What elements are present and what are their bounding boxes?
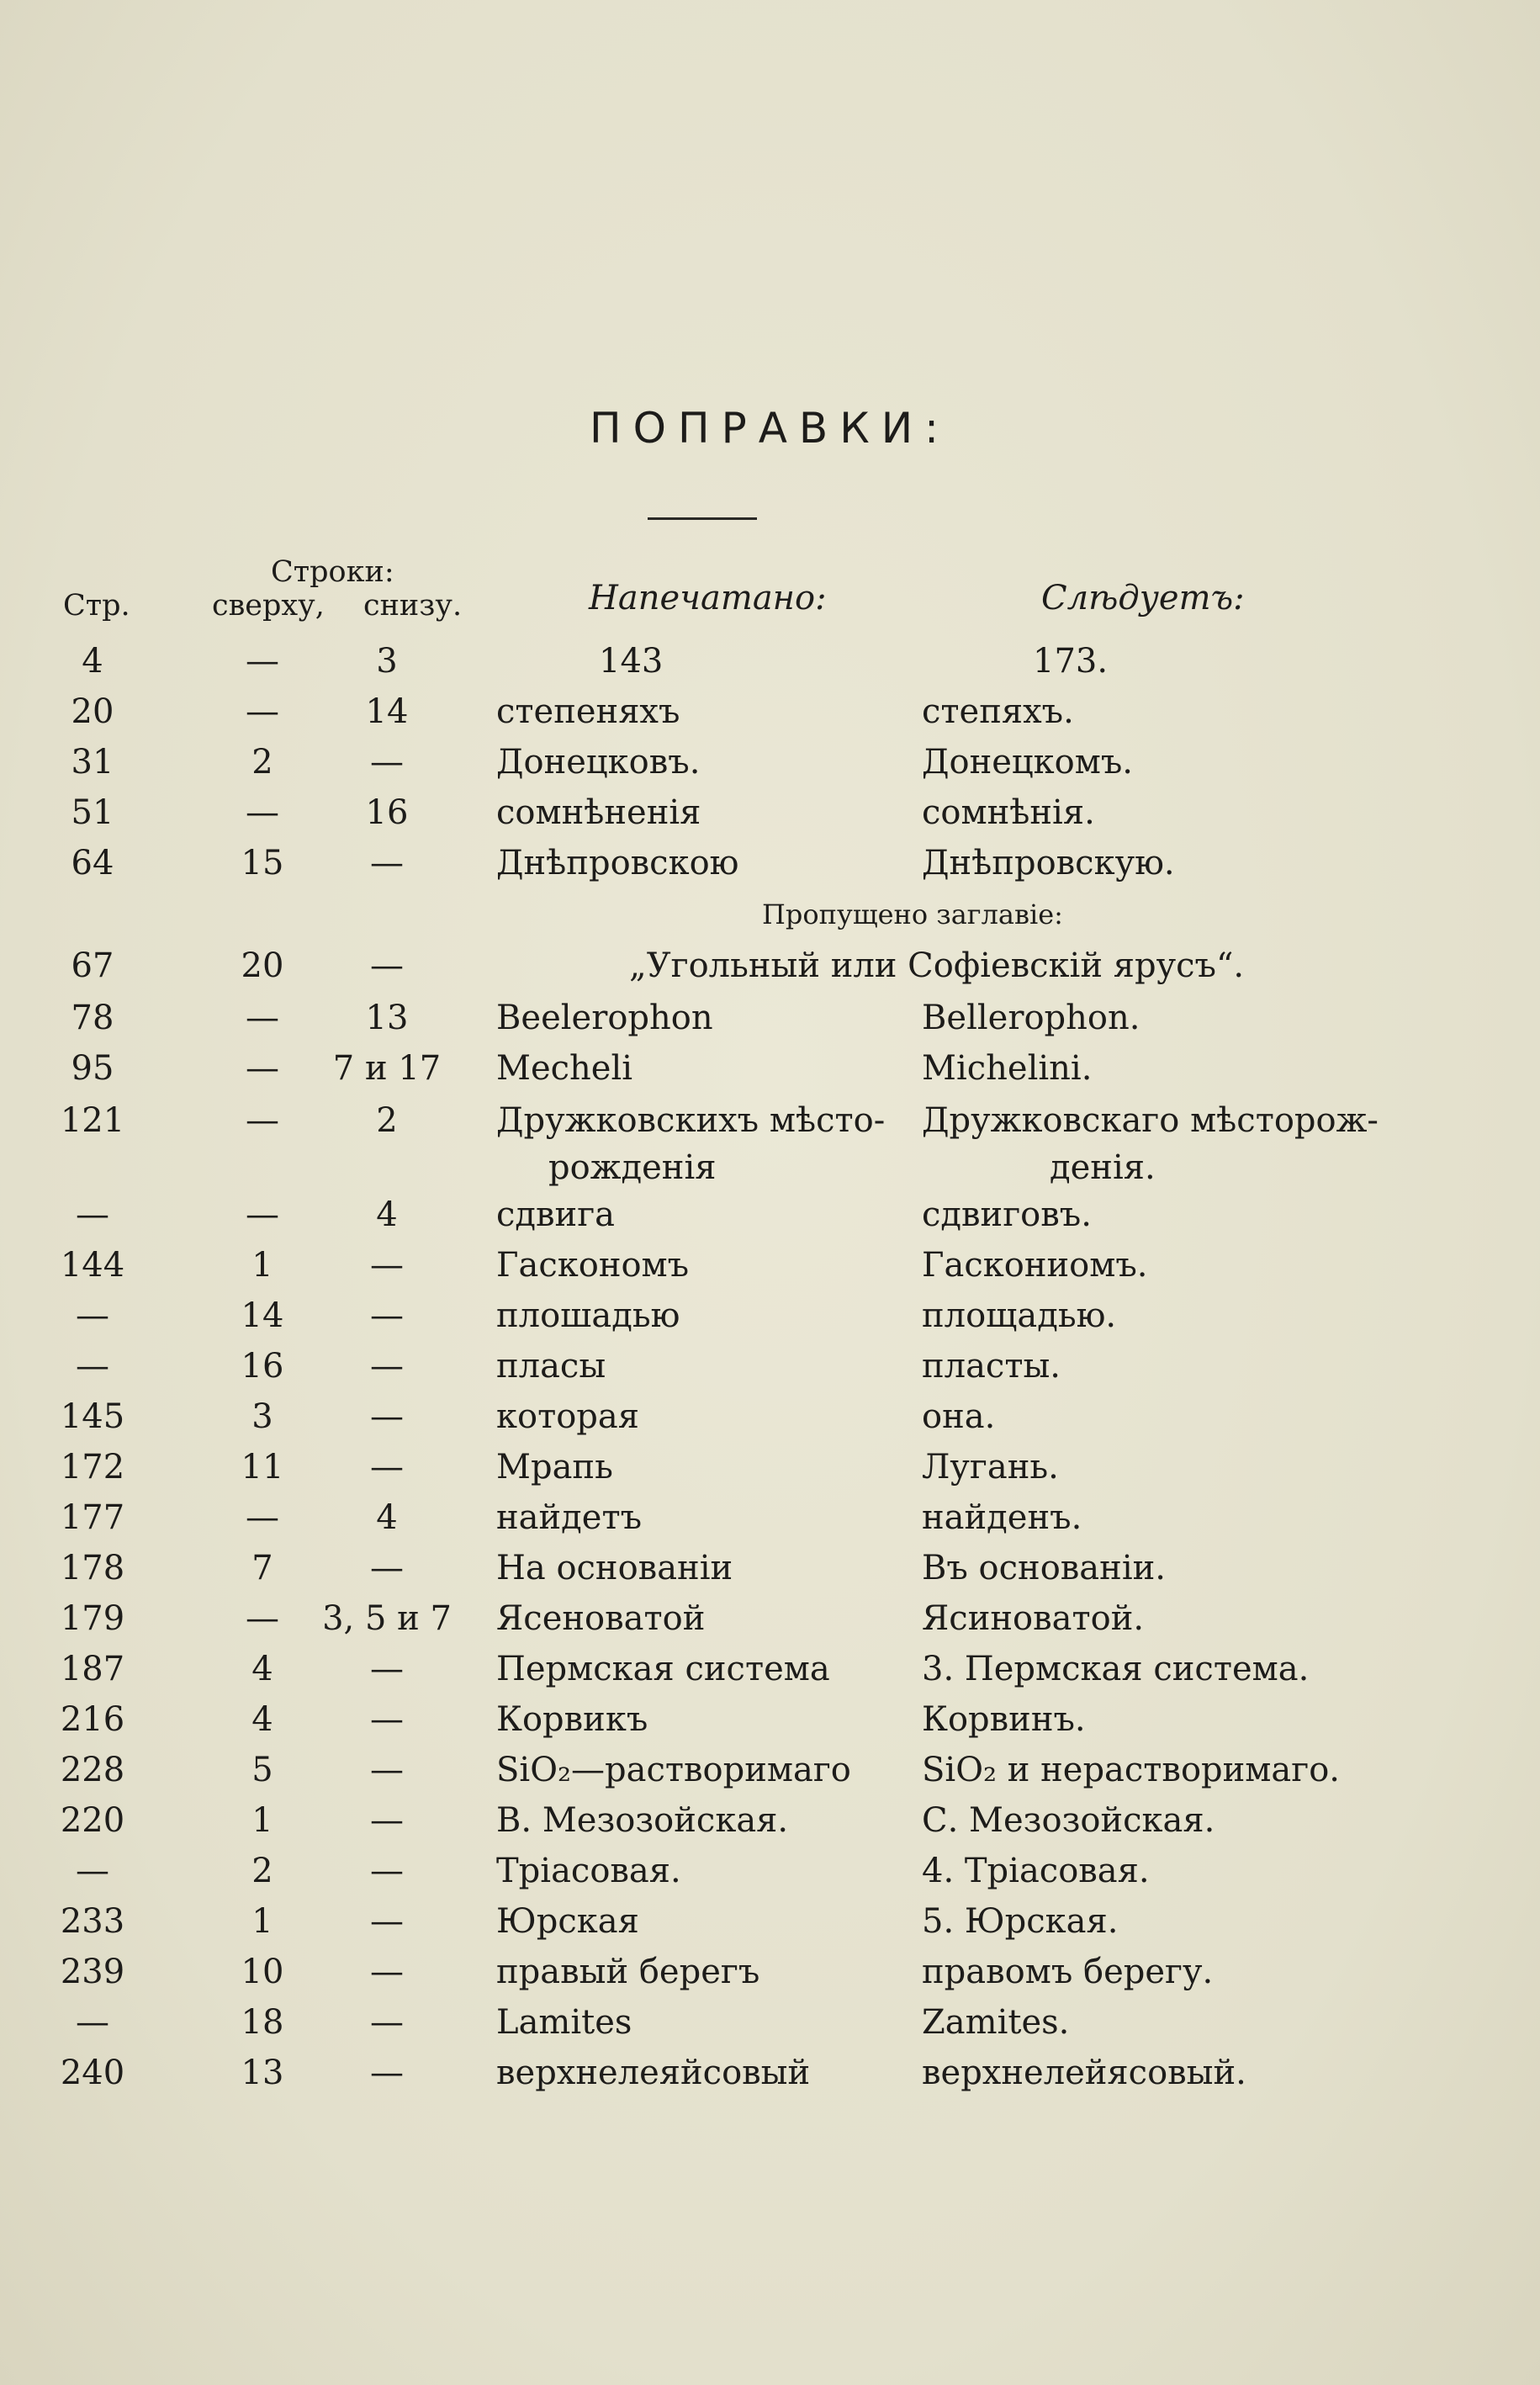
cell-page: 145 [60, 1397, 125, 1436]
cell-from-bottom: — [370, 1448, 404, 1487]
cell-from-bottom: — [370, 1347, 404, 1386]
cell-correct: найденъ. [922, 1498, 1082, 1537]
cell-correct-continued: денія. [1050, 1148, 1156, 1187]
table-row [0, 1291, 1540, 1341]
cell-from-top: 2 [251, 1852, 273, 1890]
cell-from-bottom: — [370, 1549, 404, 1587]
cell-correct: Донецкомъ. [922, 743, 1134, 782]
cell-from-top: 16 [241, 1347, 284, 1386]
table-row [0, 1947, 1540, 1997]
cell-from-bottom: — [370, 2003, 404, 2042]
table-row [0, 1043, 1540, 1094]
header-lines-group: Строки: [271, 555, 394, 589]
table-row [0, 1593, 1540, 1644]
cell-page: 177 [60, 1498, 125, 1537]
cell-correct: С. Мезозойская. [922, 1801, 1215, 1840]
cell-printed: SiO₂—растворимаго [496, 1751, 851, 1789]
cell-correct: 4. Тріасовая. [922, 1852, 1150, 1890]
cell-correct: степяхъ. [922, 692, 1074, 731]
cell-printed: плошадью [496, 1296, 680, 1335]
cell-correct: площадью. [922, 1296, 1117, 1335]
cell-from-top: — [246, 1101, 279, 1140]
cell-page: 216 [60, 1700, 125, 1739]
cell-correct: 3. Пермская система. [922, 1650, 1310, 1688]
cell-correct: SiO₂ и нерастворимаго. [922, 1751, 1341, 1789]
cell-from-top: — [246, 1049, 279, 1088]
cell-printed: Юрская [496, 1902, 639, 1941]
table-row [0, 1341, 1540, 1391]
cell-printed: Дружковскихъ мѣсто- [496, 1101, 886, 1140]
cell-correct: 5. Юрская. [922, 1902, 1119, 1941]
cell-from-top: 20 [241, 946, 284, 985]
cell-from-top: 2 [251, 743, 273, 782]
cell-from-top: 4 [251, 1700, 273, 1739]
cell-from-bottom: 16 [365, 793, 409, 832]
cell-page: 20 [71, 692, 114, 731]
cell-printed: сомнѣненія [496, 793, 701, 832]
table-row [0, 1442, 1540, 1492]
cell-page: 233 [60, 1902, 125, 1941]
table-row [0, 941, 1540, 991]
cell-from-bottom: 7 и 17 [332, 1049, 442, 1088]
cell-from-top: 5 [251, 1751, 273, 1789]
cell-correct: Ясиноватой. [922, 1599, 1145, 1638]
cell-printed: найдетъ [496, 1498, 643, 1537]
cell-from-top: — [246, 793, 279, 832]
cell-printed-continued: рожденія [548, 1148, 717, 1187]
table-row [0, 993, 1540, 1043]
cell-from-top: 1 [251, 1902, 273, 1941]
cell-from-top: — [246, 999, 279, 1037]
omitted-heading-text: „Угольный или Софіевскій ярусъ“. [629, 946, 1245, 985]
cell-from-top: 13 [241, 2054, 284, 2092]
cell-correct: пласты. [922, 1347, 1061, 1386]
cell-from-bottom: — [370, 1953, 404, 1991]
cell-from-bottom: 4 [376, 1195, 398, 1234]
cell-from-bottom: 14 [365, 692, 409, 731]
cell-page: 51 [71, 793, 114, 832]
cell-from-bottom: — [370, 1700, 404, 1739]
table-row [0, 1644, 1540, 1694]
table-row [0, 1694, 1540, 1745]
cell-printed: степеняхъ [496, 692, 680, 731]
cell-correct: Michelini. [922, 1049, 1093, 1088]
cell-printed: 143 [599, 642, 664, 681]
cell-page: 121 [60, 1101, 125, 1140]
cell-correct: правомъ берегу. [922, 1953, 1214, 1991]
cell-correct: Bellerophon. [922, 999, 1140, 1037]
cell-printed: Корвикъ [496, 1700, 648, 1739]
cell-from-bottom: — [370, 946, 404, 985]
cell-page: 31 [71, 743, 114, 782]
cell-from-bottom: — [370, 1902, 404, 1941]
cell-correct: 173. [1033, 642, 1109, 681]
cell-from-top: — [246, 1195, 279, 1234]
cell-from-top: 1 [251, 1801, 273, 1840]
table-row [0, 787, 1540, 838]
cell-from-bottom: — [370, 1246, 404, 1285]
table-row [0, 636, 1540, 686]
cell-from-top: 4 [251, 1650, 273, 1688]
cell-page: 228 [60, 1751, 125, 1789]
cell-correct: Корвинъ. [922, 1700, 1086, 1739]
cell-page: 220 [60, 1801, 125, 1840]
cell-page: — [76, 1347, 109, 1386]
cell-from-top: — [246, 1498, 279, 1537]
cell-printed: Донецковъ. [496, 743, 701, 782]
cell-page: 4 [82, 642, 103, 681]
cell-printed: Lamites [496, 2003, 632, 2042]
header-from-bottom: снизу. [363, 589, 463, 623]
table-row [0, 1896, 1540, 1947]
cell-correct: Въ основаніи. [922, 1549, 1166, 1587]
cell-from-top: — [246, 692, 279, 731]
cell-correct: сдвиговъ. [922, 1195, 1092, 1234]
table-row [0, 1190, 1540, 1240]
cell-from-bottom: — [370, 1296, 404, 1335]
cell-page: 178 [60, 1549, 125, 1587]
table-row [0, 1391, 1540, 1442]
title-divider [648, 517, 757, 520]
cell-page: 172 [60, 1448, 125, 1487]
cell-from-top: 18 [241, 2003, 284, 2042]
cell-printed: Ясеноватой [496, 1599, 706, 1638]
cell-from-bottom: — [370, 1801, 404, 1840]
cell-from-top: 14 [241, 1296, 284, 1335]
cell-from-bottom: — [370, 1751, 404, 1789]
cell-from-top: 10 [241, 1953, 284, 1991]
cell-printed: Beelerophon [496, 999, 713, 1037]
cell-printed: Гаскономъ [496, 1246, 690, 1285]
cell-page: 95 [71, 1049, 114, 1088]
cell-correct: Днѣпровскую. [922, 844, 1175, 882]
header-from-top: сверху, [212, 589, 325, 623]
table-row [0, 1095, 1540, 1190]
cell-from-top: 11 [241, 1448, 284, 1487]
cell-from-bottom: 4 [376, 1498, 398, 1537]
cell-from-top: 3 [251, 1397, 273, 1436]
cell-correct: сомнѣнія. [922, 793, 1095, 832]
table-row [0, 1240, 1540, 1291]
table-row [0, 1745, 1540, 1795]
cell-from-top: 7 [251, 1549, 273, 1587]
cell-printed: Тріасовая. [496, 1852, 681, 1890]
cell-printed: Мрапь [496, 1448, 613, 1487]
cell-from-bottom: — [370, 1397, 404, 1436]
cell-printed: Днѣпровскою [496, 844, 739, 882]
cell-from-top: 1 [251, 1246, 273, 1285]
table-row [0, 1492, 1540, 1543]
cell-from-bottom: 3 [376, 642, 398, 681]
cell-correct: Гаскониомъ. [922, 1246, 1148, 1285]
cell-page: 144 [60, 1246, 125, 1285]
cell-page: 64 [71, 844, 114, 882]
table-row [0, 686, 1540, 737]
table-row [0, 737, 1540, 787]
cell-page: 78 [71, 999, 114, 1037]
table-row [0, 2048, 1540, 2098]
cell-from-bottom: 2 [376, 1101, 398, 1140]
cell-from-bottom: — [370, 1852, 404, 1890]
cell-from-top: 15 [241, 844, 284, 882]
table-row [0, 1795, 1540, 1846]
cell-printed: Пермская система [496, 1650, 830, 1688]
cell-printed: которая [496, 1397, 639, 1436]
table-row [0, 1543, 1540, 1593]
cell-printed: правый берегъ [496, 1953, 760, 1991]
cell-printed: сдвига [496, 1195, 616, 1234]
cell-from-top: — [246, 1599, 279, 1638]
cell-from-bottom: — [370, 743, 404, 782]
cell-page: 187 [60, 1650, 125, 1688]
cell-page: 67 [71, 946, 114, 985]
cell-page: — [76, 1296, 109, 1335]
cell-page: — [76, 1852, 109, 1890]
cell-printed: пласы [496, 1347, 606, 1386]
cell-from-bottom: — [370, 844, 404, 882]
cell-page: 240 [60, 2054, 125, 2092]
omitted-heading-label: Пропущено заглавіе: [762, 898, 1063, 930]
cell-from-bottom: — [370, 2054, 404, 2092]
header-printed: Напечатано: [589, 579, 827, 617]
cell-printed: Mecheli [496, 1049, 633, 1088]
cell-correct: Zamites. [922, 2003, 1070, 2042]
table-row [0, 838, 1540, 888]
cell-printed: На основаніи [496, 1549, 733, 1587]
cell-page: 239 [60, 1953, 125, 1991]
cell-from-top: — [246, 642, 279, 681]
cell-correct: Дружковскаго мѣсторож- [922, 1101, 1379, 1140]
cell-from-bottom: 13 [365, 999, 409, 1037]
cell-printed: верхнелеяйсовый [496, 2054, 811, 2092]
cell-correct: Лугань. [922, 1448, 1059, 1487]
cell-page: 179 [60, 1599, 125, 1638]
cell-correct: она. [922, 1397, 996, 1436]
cell-correct: верхнелейясовый. [922, 2054, 1246, 2092]
cell-from-bottom: 3, 5 и 7 [322, 1599, 452, 1638]
table-row [0, 1997, 1540, 2048]
header-page: Стр. [63, 589, 130, 623]
page-title: ПОПРАВКИ: [590, 404, 950, 453]
cell-page: — [76, 1195, 109, 1234]
cell-from-bottom: — [370, 1650, 404, 1688]
cell-printed: В. Мезозойская. [496, 1801, 789, 1840]
cell-page: — [76, 2003, 109, 2042]
header-should-be: Слѣдуетъ: [1041, 579, 1245, 617]
table-row [0, 1846, 1540, 1896]
